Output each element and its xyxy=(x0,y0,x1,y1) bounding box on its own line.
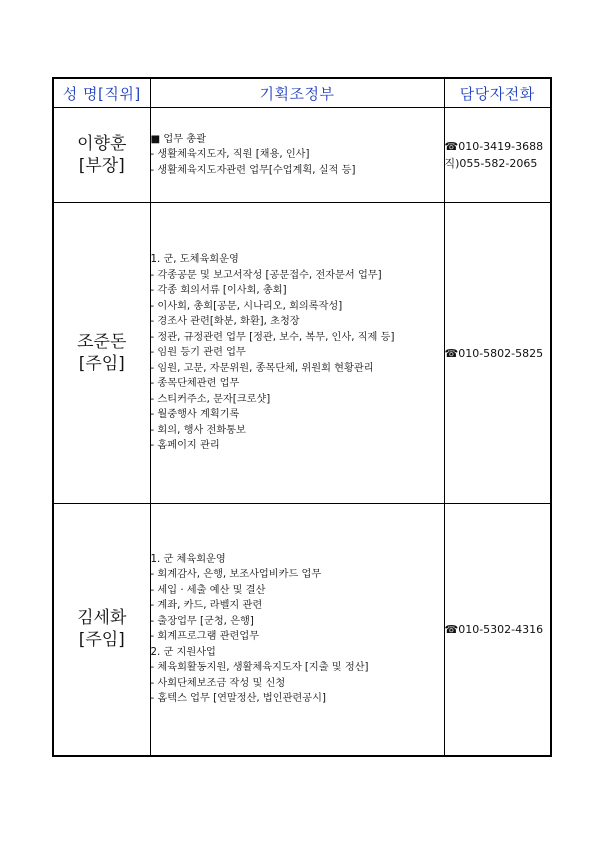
duty-line: - 종목단체관련 업무 xyxy=(150,378,240,390)
table-row xyxy=(53,504,551,756)
duty-line: - 생활체육지도자관련 업무[수업계획, 실적 등] xyxy=(150,164,356,176)
duty-line: - 각종공문 및 보고서작성 [공문접수, 전자문서 업무] xyxy=(150,269,382,281)
phone-number[interactable]: ☎010-5302-4316 xyxy=(444,622,544,636)
staff-name: 김세화 xyxy=(77,608,127,629)
table-row xyxy=(53,108,551,203)
staff-name-cell xyxy=(53,203,150,504)
duty-line: 2. 군 지원사업 xyxy=(150,646,216,658)
phone-number[interactable]: ☎010-3419-3688 xyxy=(444,140,544,153)
office-phone-number[interactable]: 직)055-582-2065 xyxy=(444,157,538,170)
duty-line: - 생활체육지도자, 직원 [채용, 인사] xyxy=(150,149,310,161)
phone-number[interactable]: ☎010-5802-5825 xyxy=(444,346,544,360)
duty-line: - 임원 등기 관련 업무 xyxy=(150,347,246,359)
duty-line: - 스티커주소, 문자[크로샷] xyxy=(150,393,271,405)
phone-column-header: 담당자전화 xyxy=(444,78,551,108)
duty-line: - 사회단체보조금 작성 및 신청 xyxy=(150,677,286,689)
duty-line: - 세입 · 세출 예산 및 결산 xyxy=(150,584,266,596)
duty-line: - 홈텍스 업무 [연말정산, 법인관련공시] xyxy=(150,693,326,705)
duty-line: ■ 업무 총괄 xyxy=(150,133,206,145)
name-column-header: 성 명[직위] xyxy=(53,78,150,108)
staff-name: 이향훈 xyxy=(77,134,127,154)
staff-position: [주임] xyxy=(78,630,125,651)
phone-cell xyxy=(444,504,551,756)
duty-line: - 홈페이지 관리 xyxy=(150,440,220,452)
header-row xyxy=(53,78,551,108)
staff-position: [부장] xyxy=(78,156,125,176)
duty-line: - 이사회, 총회[공문, 시나리오, 회의록작성] xyxy=(150,300,343,312)
duty-line: - 회계감사, 은행, 보조사업비카드 업무 xyxy=(150,569,322,581)
duty-line: - 월중행사 계획기록 xyxy=(150,409,240,421)
staff-position: [주임] xyxy=(78,354,125,374)
duty-line: - 정관, 규정관련 업무 [정관, 보수, 복무, 인사, 직제 등] xyxy=(150,331,395,343)
dept-column-header: 기획조정부 xyxy=(150,78,444,108)
staff-name-cell xyxy=(53,108,150,203)
duty-line: - 임원, 고문, 자문위원, 종목단체, 위원회 현황관리 xyxy=(150,362,374,374)
duties-cell xyxy=(150,108,444,203)
staff-name-cell xyxy=(53,504,150,756)
duty-line: - 출장업무 [군청, 은행] xyxy=(150,615,254,627)
phone-cell xyxy=(444,203,551,504)
duty-line: - 회의, 행사 전화통보 xyxy=(150,424,246,436)
staff-name: 조준돈 xyxy=(77,332,127,352)
duties-cell xyxy=(150,504,444,756)
duty-line: - 경조사 관련[화분, 화환], 초청장 xyxy=(150,316,300,328)
duty-line: 1. 군, 도체육회운영 xyxy=(150,254,239,266)
duty-line: 1. 군 체육회운영 xyxy=(150,553,226,565)
staff-table xyxy=(52,77,552,757)
duties-cell xyxy=(150,203,444,504)
duty-line: - 체육회활동지원, 생활체육지도자 [지출 및 정산] xyxy=(150,662,369,674)
duty-line: - 각종 회의서류 [이사회, 총회] xyxy=(150,285,287,297)
duty-line: - 회계프로그램 관련업무 xyxy=(150,631,260,643)
table-row xyxy=(53,203,551,504)
duty-line: - 계좌, 카드, 라벨지 관련 xyxy=(150,600,263,612)
phone-cell xyxy=(444,108,551,203)
